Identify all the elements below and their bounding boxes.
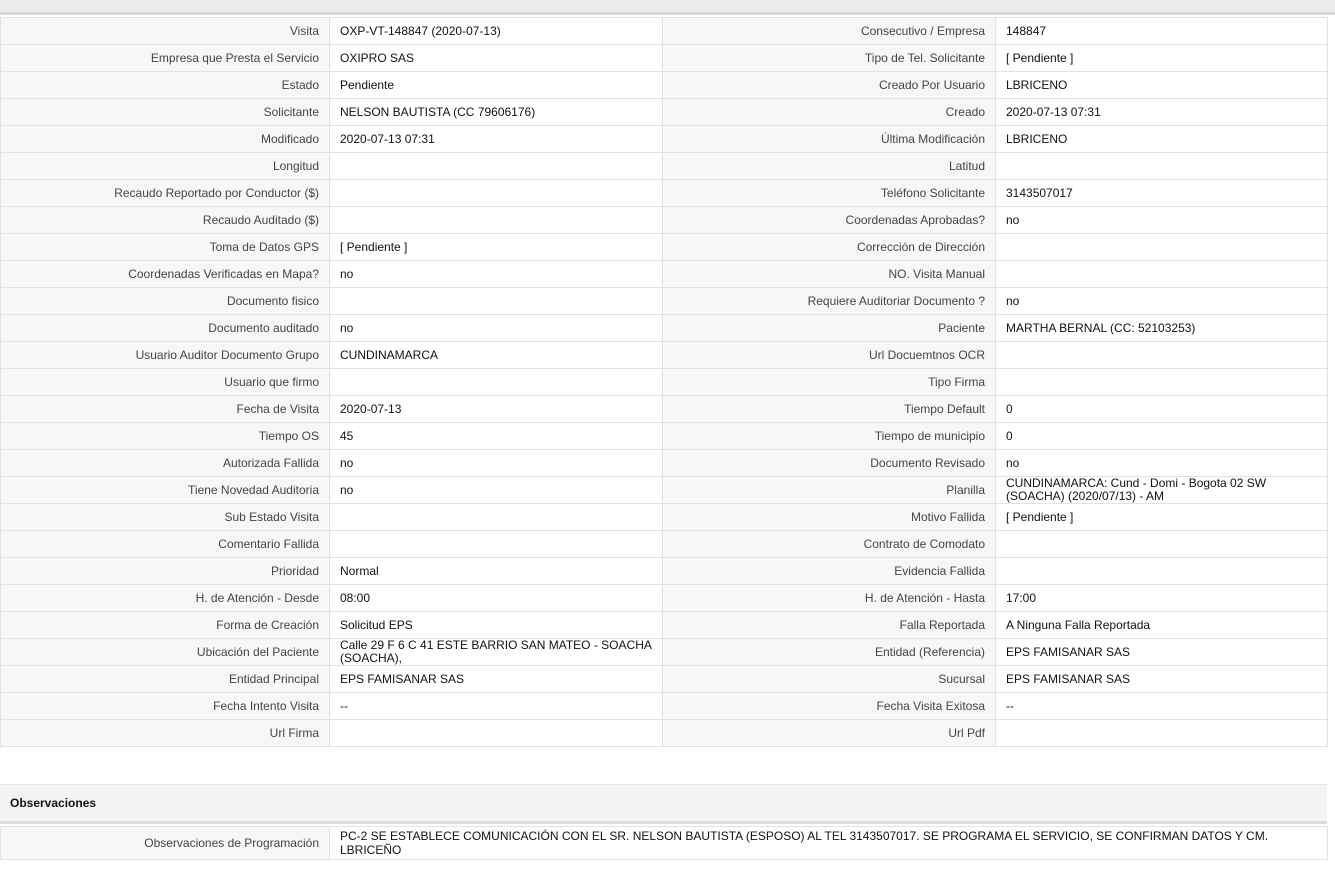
field-label: Tipo de Tel. Solicitante (663, 45, 996, 72)
table-row (1, 45, 1328, 72)
field-value (330, 504, 663, 531)
field-label: Estado (1, 72, 330, 99)
table-row (1, 315, 1328, 342)
section-spacer (0, 747, 1335, 784)
observaciones-title: Observaciones (10, 796, 97, 810)
field-value: -- (330, 693, 663, 720)
field-value: [ Pendiente ] (996, 504, 1328, 531)
field-value (330, 288, 663, 315)
field-label: Latitud (663, 153, 996, 180)
observaciones-table (0, 826, 1328, 860)
field-label: Tiempo OS (1, 423, 330, 450)
table-row (1, 126, 1328, 153)
field-value: 3143507017 (996, 180, 1328, 207)
field-value (330, 531, 663, 558)
field-label: Longitud (1, 153, 330, 180)
field-label: Fecha Visita Exitosa (663, 693, 996, 720)
field-value: 2020-07-13 (330, 396, 663, 423)
table-row (1, 342, 1328, 369)
field-value (330, 207, 663, 234)
field-label: Tiene Novedad Auditoria (1, 477, 330, 504)
field-value: EPS FAMISANAR SAS (330, 666, 663, 693)
field-value (996, 342, 1328, 369)
field-value (330, 369, 663, 396)
table-row (1, 720, 1328, 747)
table-row (1, 72, 1328, 99)
field-label: Coordenadas Aprobadas? (663, 207, 996, 234)
field-value: no (330, 477, 663, 504)
field-value: CUNDINAMARCA: Cund - Domi - Bogota 02 SW (SOACHA) (2020/07/13) - AM (996, 477, 1328, 504)
field-value: no (996, 288, 1328, 315)
field-value: no (330, 315, 663, 342)
field-value: no (996, 450, 1328, 477)
field-label: Planilla (663, 477, 996, 504)
field-value: 08:00 (330, 585, 663, 612)
field-value: Pendiente (330, 72, 663, 99)
field-label: Teléfono Solicitante (663, 180, 996, 207)
table-row (1, 827, 1328, 860)
field-value: EPS FAMISANAR SAS (996, 639, 1328, 666)
field-label: Ubicación del Paciente (1, 639, 330, 666)
table-row (1, 450, 1328, 477)
table-row (1, 639, 1328, 666)
field-value: MARTHA BERNAL (CC: 52103253) (996, 315, 1328, 342)
field-value: [ Pendiente ] (996, 45, 1328, 72)
table-row (1, 261, 1328, 288)
field-value: OXP-VT-148847 (2020-07-13) (330, 18, 663, 45)
field-value: no (330, 261, 663, 288)
field-label: Corrección de Dirección (663, 234, 996, 261)
field-label: Url Pdf (663, 720, 996, 747)
table-row (1, 585, 1328, 612)
field-value: 17:00 (996, 585, 1328, 612)
field-label: Fecha Intento Visita (1, 693, 330, 720)
table-row (1, 234, 1328, 261)
field-value: 2020-07-13 07:31 (330, 126, 663, 153)
field-label: Paciente (663, 315, 996, 342)
field-value: Calle 29 F 6 C 41 ESTE BARRIO SAN MATEO - SOACHA (SOACHA), (330, 639, 663, 666)
field-value: A Ninguna Falla Reportada (996, 612, 1328, 639)
field-label: Forma de Creación (1, 612, 330, 639)
field-label: Usuario que firmo (1, 369, 330, 396)
observaciones-header (0, 784, 1327, 824)
field-value (330, 180, 663, 207)
field-label: Comentario Fallida (1, 531, 330, 558)
field-label: Entidad Principal (1, 666, 330, 693)
field-value: 148847 (996, 18, 1328, 45)
field-label: Modificado (1, 126, 330, 153)
field-value (996, 369, 1328, 396)
table-row (1, 396, 1328, 423)
section-header-bar (0, 0, 1335, 15)
field-label: Prioridad (1, 558, 330, 585)
field-value (330, 153, 663, 180)
field-value (996, 720, 1328, 747)
field-label: Consecutivo / Empresa (663, 18, 996, 45)
field-value: EPS FAMISANAR SAS (996, 666, 1328, 693)
table-row (1, 558, 1328, 585)
table-row (1, 531, 1328, 558)
field-label: Evidencia Fallida (663, 558, 996, 585)
table-row (1, 288, 1328, 315)
field-label: Tiempo de municipio (663, 423, 996, 450)
field-value: Normal (330, 558, 663, 585)
field-label: Documento Revisado (663, 450, 996, 477)
field-label: Tipo Firma (663, 369, 996, 396)
field-label: Usuario Auditor Documento Grupo (1, 342, 330, 369)
table-row (1, 612, 1328, 639)
table-row (1, 423, 1328, 450)
visit-details-table (0, 17, 1328, 747)
field-value: OXIPRO SAS (330, 45, 663, 72)
field-value: no (996, 207, 1328, 234)
field-value: 2020-07-13 07:31 (996, 99, 1328, 126)
field-label: Documento auditado (1, 315, 330, 342)
field-value (330, 720, 663, 747)
field-label: Documento fisico (1, 288, 330, 315)
field-value: -- (996, 693, 1328, 720)
field-label: Tiempo Default (663, 396, 996, 423)
table-row (1, 477, 1328, 504)
field-label: H. de Atención - Hasta (663, 585, 996, 612)
table-row (1, 504, 1328, 531)
field-label: Requiere Auditoriar Documento ? (663, 288, 996, 315)
field-label: Motivo Fallida (663, 504, 996, 531)
field-value: PC-2 SE ESTABLECE COMUNICACIÓN CON EL SR. NELSON BAUTISTA (ESPOSO) AL TEL 3143507017. SE PROGRAMA EL SERVICIO, SE CONFIRMAN DATOS Y CM. LBRICEÑO (330, 827, 1328, 860)
table-row (1, 207, 1328, 234)
field-label: Toma de Datos GPS (1, 234, 330, 261)
field-value: NELSON BAUTISTA (CC 79606176) (330, 99, 663, 126)
field-value (996, 153, 1328, 180)
table-row (1, 18, 1328, 45)
field-value: [ Pendiente ] (330, 234, 663, 261)
field-label: Visita (1, 18, 330, 45)
field-label: Autorizada Fallida (1, 450, 330, 477)
field-value: 0 (996, 423, 1328, 450)
field-label: Url Docuemtnos OCR (663, 342, 996, 369)
visit-details-body (1, 18, 1328, 747)
field-value (996, 234, 1328, 261)
field-label: Sucursal (663, 666, 996, 693)
field-value: no (330, 450, 663, 477)
field-value (996, 531, 1328, 558)
table-row (1, 693, 1328, 720)
field-label: Empresa que Presta el Servicio (1, 45, 330, 72)
field-label: Recaudo Auditado ($) (1, 207, 330, 234)
field-value: 45 (330, 423, 663, 450)
field-value: 0 (996, 396, 1328, 423)
field-value (996, 261, 1328, 288)
field-label: Observaciones de Programación (1, 827, 330, 860)
field-value: LBRICENO (996, 126, 1328, 153)
table-row (1, 153, 1328, 180)
table-row (1, 180, 1328, 207)
field-value (996, 558, 1328, 585)
field-label: Url Firma (1, 720, 330, 747)
field-label: Solicitante (1, 99, 330, 126)
field-label: Creado (663, 99, 996, 126)
field-label: Sub Estado Visita (1, 504, 330, 531)
field-value: Solicitud EPS (330, 612, 663, 639)
field-label: H. de Atención - Desde (1, 585, 330, 612)
table-row (1, 369, 1328, 396)
field-label: Recaudo Reportado por Conductor ($) (1, 180, 330, 207)
field-label: Última Modificación (663, 126, 996, 153)
field-label: Creado Por Usuario (663, 72, 996, 99)
table-row (1, 666, 1328, 693)
field-label: Fecha de Visita (1, 396, 330, 423)
table-row (1, 99, 1328, 126)
field-label: Contrato de Comodato (663, 531, 996, 558)
field-label: Falla Reportada (663, 612, 996, 639)
field-label: Entidad (Referencia) (663, 639, 996, 666)
field-label: Coordenadas Verificadas en Mapa? (1, 261, 330, 288)
field-value: CUNDINAMARCA (330, 342, 663, 369)
field-value: LBRICENO (996, 72, 1328, 99)
field-label: NO. Visita Manual (663, 261, 996, 288)
